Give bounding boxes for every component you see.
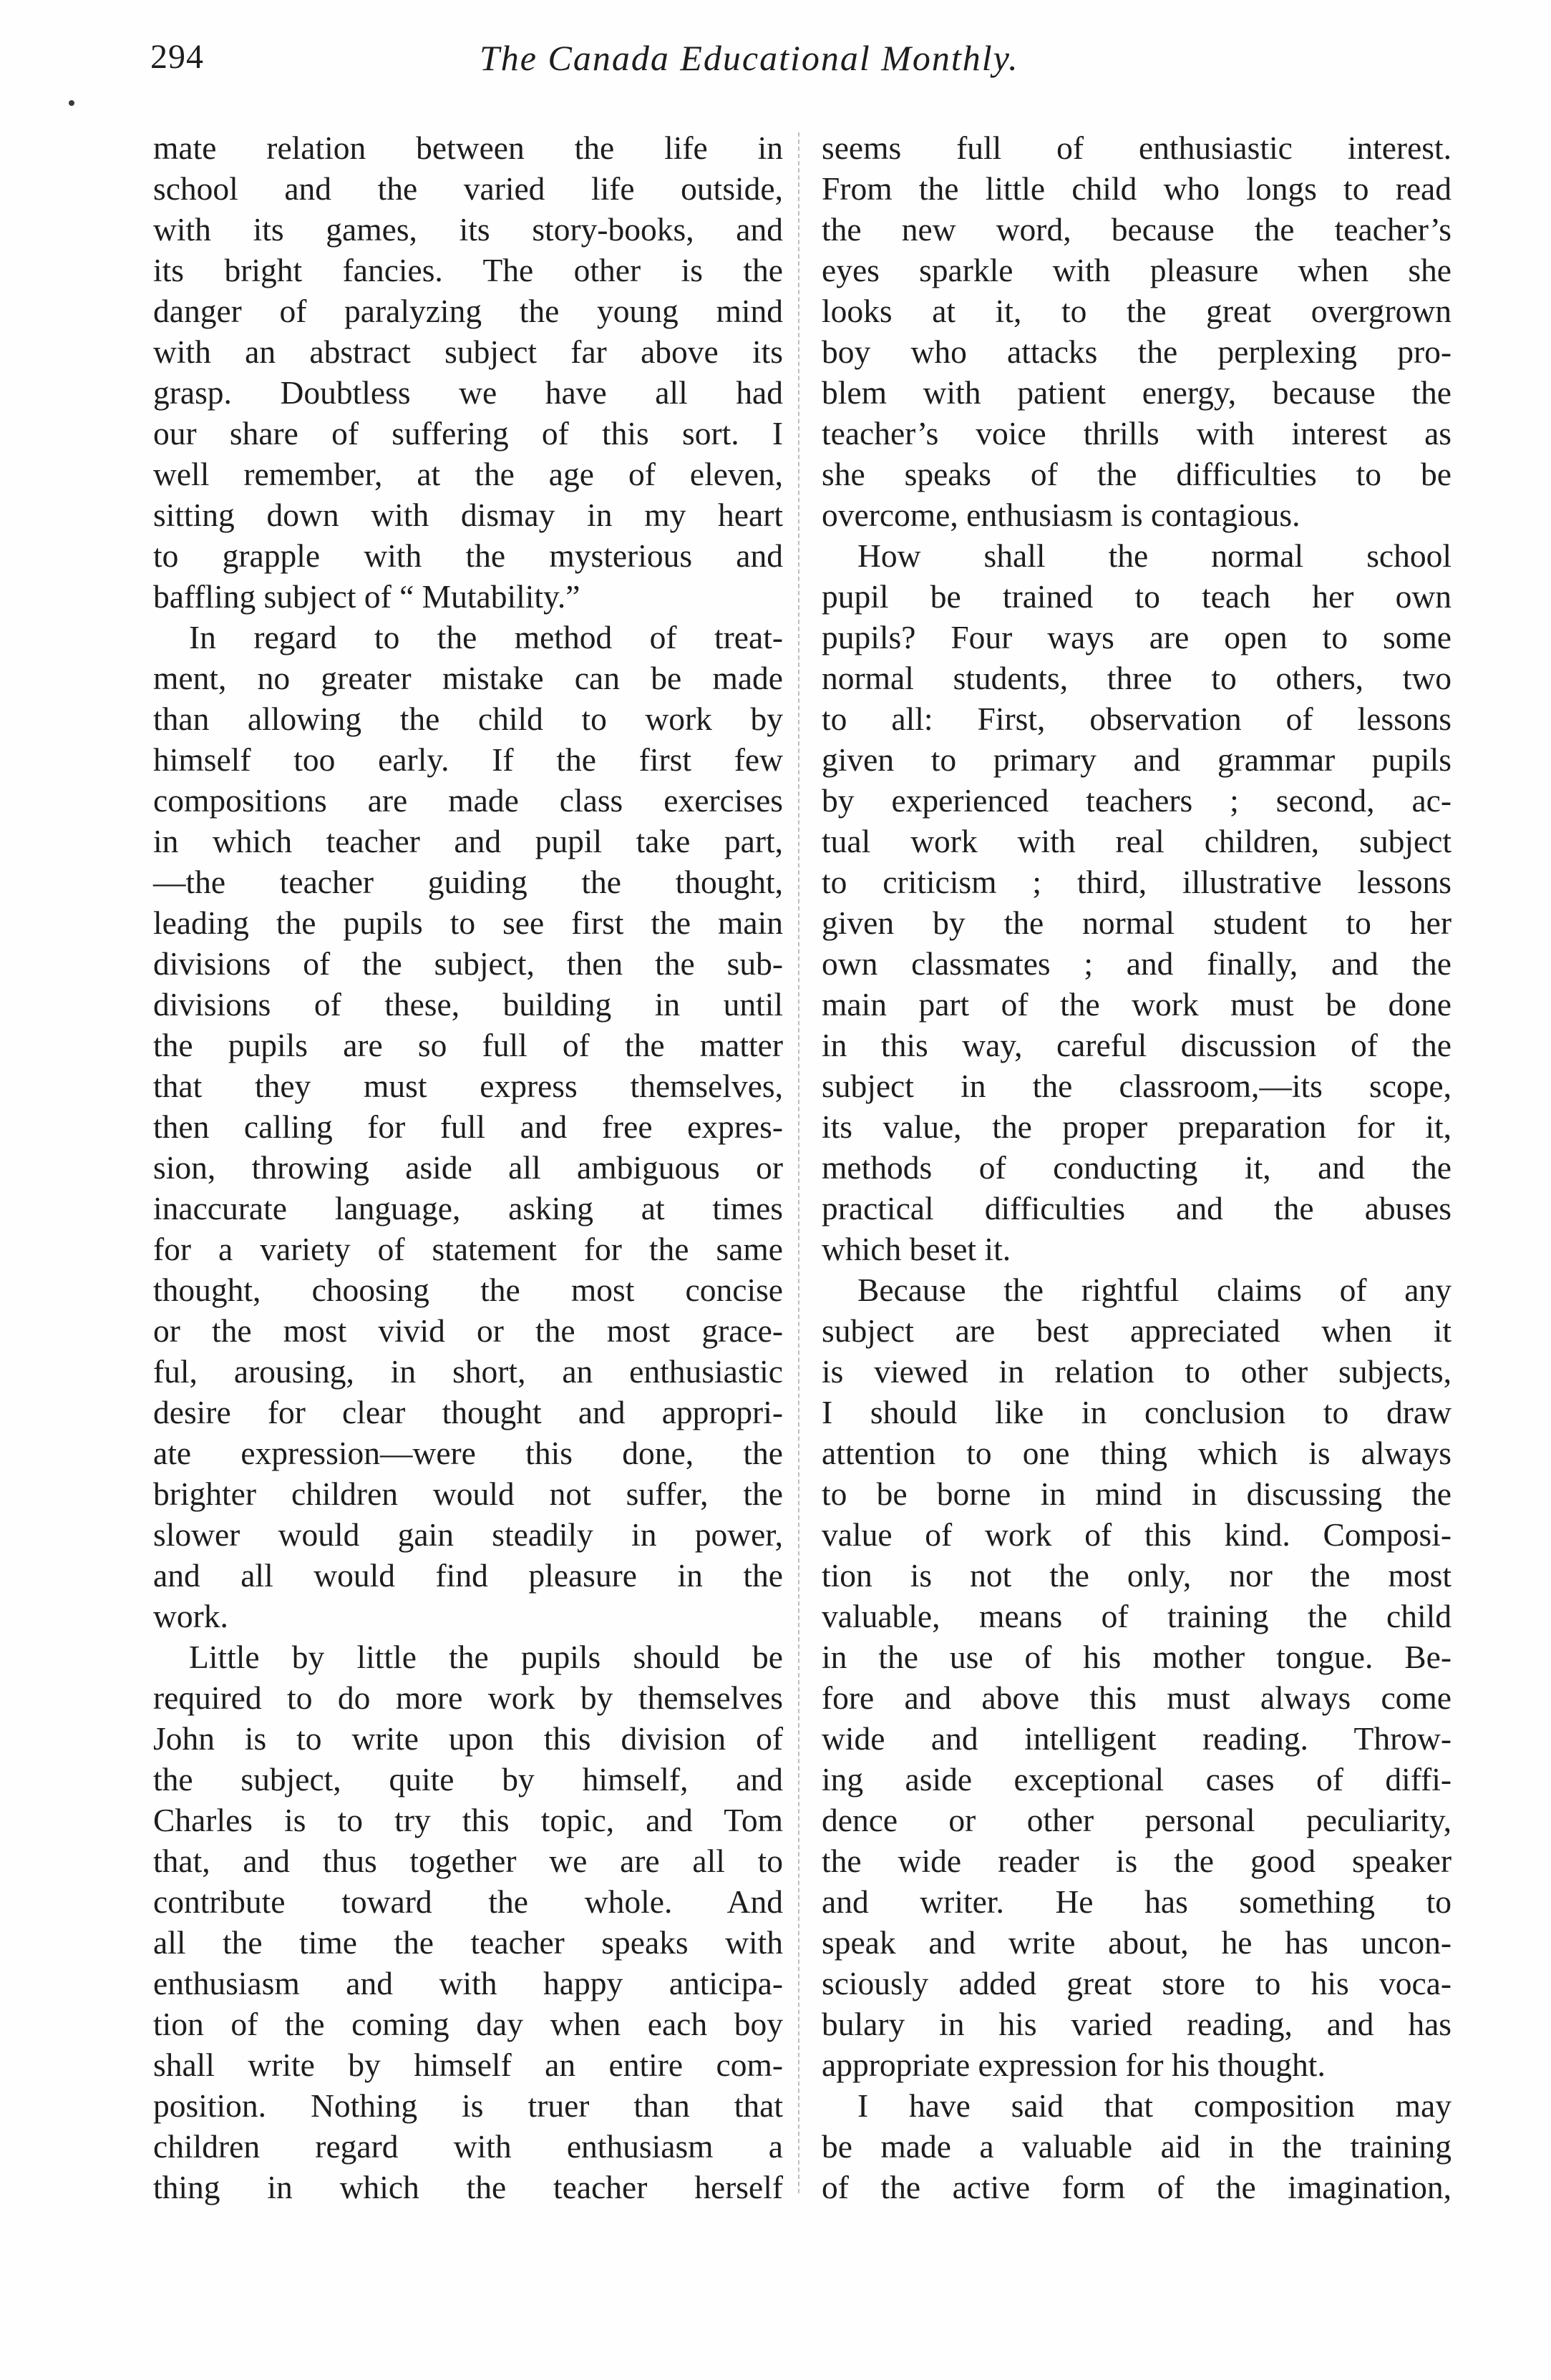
text-line: the pupils are so full of the matter [153,1027,783,1063]
text-line: then calling for full and free expres- [153,1108,783,1145]
text-line: with its games, its story-books, and [153,211,783,248]
text-line: value of work of this kind. Composi- [822,1516,1452,1553]
margin-mark [69,100,74,106]
text-line: with an abstract subject far above its [153,333,783,370]
text-line: contribute toward the whole. And [153,1883,783,1920]
text-line: speak and write about, he has uncon- [822,1924,1452,1961]
text-line: the subject, quite by himself, and [153,1761,783,1798]
text-line: or the most vivid or the most grace- [153,1312,783,1349]
text-line: and writer. He has something to [822,1883,1452,1920]
text-line: own classmates ; and finally, and the [822,945,1452,982]
text-line: I should like in conclusion to draw [822,1394,1452,1430]
text-line: than allowing the child to work by [153,701,783,737]
text-line: tion of the coming day when each boy [153,2006,783,2042]
text-line: attention to one thing which is always [822,1435,1452,1471]
text-line: that they must express themselves, [153,1068,783,1104]
text-line: position. Nothing is truer than that [153,2087,783,2124]
text-line: of the active form of the imagination, [822,2169,1452,2205]
text-line: subject are best appreciated when it [822,1312,1452,1349]
text-line: our share of suffering of this sort. I [153,415,783,452]
text-line: valuable, means of training the child [822,1598,1452,1634]
text-line: ful, arousing, in short, an enthusiastic [153,1353,783,1390]
text-line: to be borne in mind in discussing the [822,1476,1452,1512]
text-line: —the teacher guiding the thought, [153,864,783,900]
text-line: leading the pupils to see first the main [153,904,783,941]
text-line: himself too early. If the first few [153,741,783,778]
text-line: which beset it. [822,1231,1011,1267]
text-line: for a variety of statement for the same [153,1231,783,1267]
text-line: given by the normal student to her [822,904,1452,941]
text-line: required to do more work by themselves [153,1679,783,1716]
text-line: all the time the teacher speaks with [153,1924,783,1961]
text-line: to all: First, observation of lessons [822,701,1452,737]
text-line: in which teacher and pupil take part, [153,823,783,859]
text-line: thought, choosing the most concise [153,1272,783,1308]
text-line: well remember, at the age of eleven, [153,456,783,492]
text-line: pupil be trained to teach her own [822,578,1452,615]
text-line: brighter children would not suffer, the [153,1476,783,1512]
page-header [150,37,1460,87]
text-line: is viewed in relation to other subjects, [822,1353,1452,1390]
text-line: divisions of the subject, then the sub- [153,945,783,982]
text-line: boy who attacks the perplexing pro- [822,333,1452,370]
text-line: seems full of enthusiastic interest. [822,130,1452,166]
page-number: 294 [150,38,204,76]
text-line: be made a valuable aid in the training [822,2128,1452,2165]
text-line: Little by little the pupils should be [189,1639,783,1675]
text-line: sitting down with dismay in my heart [153,497,783,533]
text-line: work. [153,1598,228,1634]
text-line: tual work with real children, subject [822,823,1452,859]
text-line: ment, no greater mistake can be made [153,660,783,696]
text-line: and all would find pleasure in the [153,1557,783,1594]
text-line: enthusiasm and with happy anticipa- [153,1965,783,2001]
text-line: that, and thus together we are all to [153,1843,783,1879]
text-line: overcome, enthusiasm is contagious. [822,497,1300,533]
text-line: In regard to the method of treat- [189,619,783,655]
text-line: the wide reader is the good speaker [822,1843,1452,1879]
text-line: wide and intelligent reading. Throw- [822,1720,1452,1757]
left-column [153,127,783,2208]
running-title: The Canada Educational Monthly. [480,38,1019,78]
text-line: main part of the work must be done [822,986,1452,1023]
text-line: I have said that composition may [857,2087,1452,2124]
text-line: How shall the normal school [857,537,1452,574]
text-line: slower would gain steadily in power, [153,1516,783,1553]
text-line: its value, the proper preparation for it, [822,1108,1452,1145]
text-line: tion is not the only, nor the most [822,1557,1452,1594]
text-line: thing in which the teacher herself [153,2169,783,2205]
text-line: ate expression—were this done, the [153,1435,783,1471]
text-line: teacher’s voice thrills with interest as [822,415,1452,452]
text-line: methods of conducting it, and the [822,1149,1452,1186]
text-line: its bright fancies. The other is the [153,252,783,288]
text-line: subject in the classroom,—its scope, [822,1068,1452,1104]
text-line: baffling subject of “ Mutability.” [153,578,580,615]
text-line: in the use of his mother tongue. Be- [822,1639,1452,1675]
text-line: Charles is to try this topic, and Tom [153,1802,783,1838]
text-line: pupils? Four ways are open to some [822,619,1452,655]
column-divider [798,132,799,2193]
text-line: John is to write upon this division of [153,1720,783,1757]
text-line: school and the varied life outside, [153,170,783,207]
text-line: dence or other personal peculiarity, [822,1802,1452,1838]
text-line: given to primary and grammar pupils [822,741,1452,778]
text-line: by experienced teachers ; second, ac- [822,782,1452,819]
text-line: mate relation between the life in [153,130,783,166]
text-line: sion, throwing aside all ambiguous or [153,1149,783,1186]
text-line: looks at it, to the great overgrown [822,293,1452,329]
text-line: to criticism ; third, illustrative lessons [822,864,1452,900]
right-column [822,127,1452,2208]
text-line: shall write by himself an entire com- [153,2047,783,2083]
text-line: fore and above this must always come [822,1679,1452,1716]
text-line: danger of paralyzing the young mind [153,293,783,329]
text-line: in this way, careful discussion of the [822,1027,1452,1063]
text-line: children regard with enthusiasm a [153,2128,783,2165]
text-line: divisions of these, building in until [153,986,783,1023]
text-line: grasp. Doubtless we have all had [153,374,783,411]
text-line: compositions are made class exercises [153,782,783,819]
text-line: Because the rightful claims of any [857,1272,1452,1308]
text-line: desire for clear thought and appropri- [153,1394,783,1430]
text-line: inaccurate language, asking at times [153,1190,783,1226]
text-line: ing aside exceptional cases of diffi- [822,1761,1452,1798]
text-line: blem with patient energy, because the [822,374,1452,411]
text-line: eyes sparkle with pleasure when she [822,252,1452,288]
text-line: appropriate expression for his thought. [822,2047,1326,2083]
text-line: practical difficulties and the abuses [822,1190,1452,1226]
text-line: she speaks of the difficulties to be [822,456,1452,492]
text-line: sciously added great store to his voca- [822,1965,1452,2001]
text-line: From the little child who longs to read [822,170,1452,207]
text-line: to grapple with the mysterious and [153,537,783,574]
text-line: bulary in his varied reading, and has [822,2006,1452,2042]
text-line: the new word, because the teacher’s [822,211,1452,248]
text-line: normal students, three to others, two [822,660,1452,696]
